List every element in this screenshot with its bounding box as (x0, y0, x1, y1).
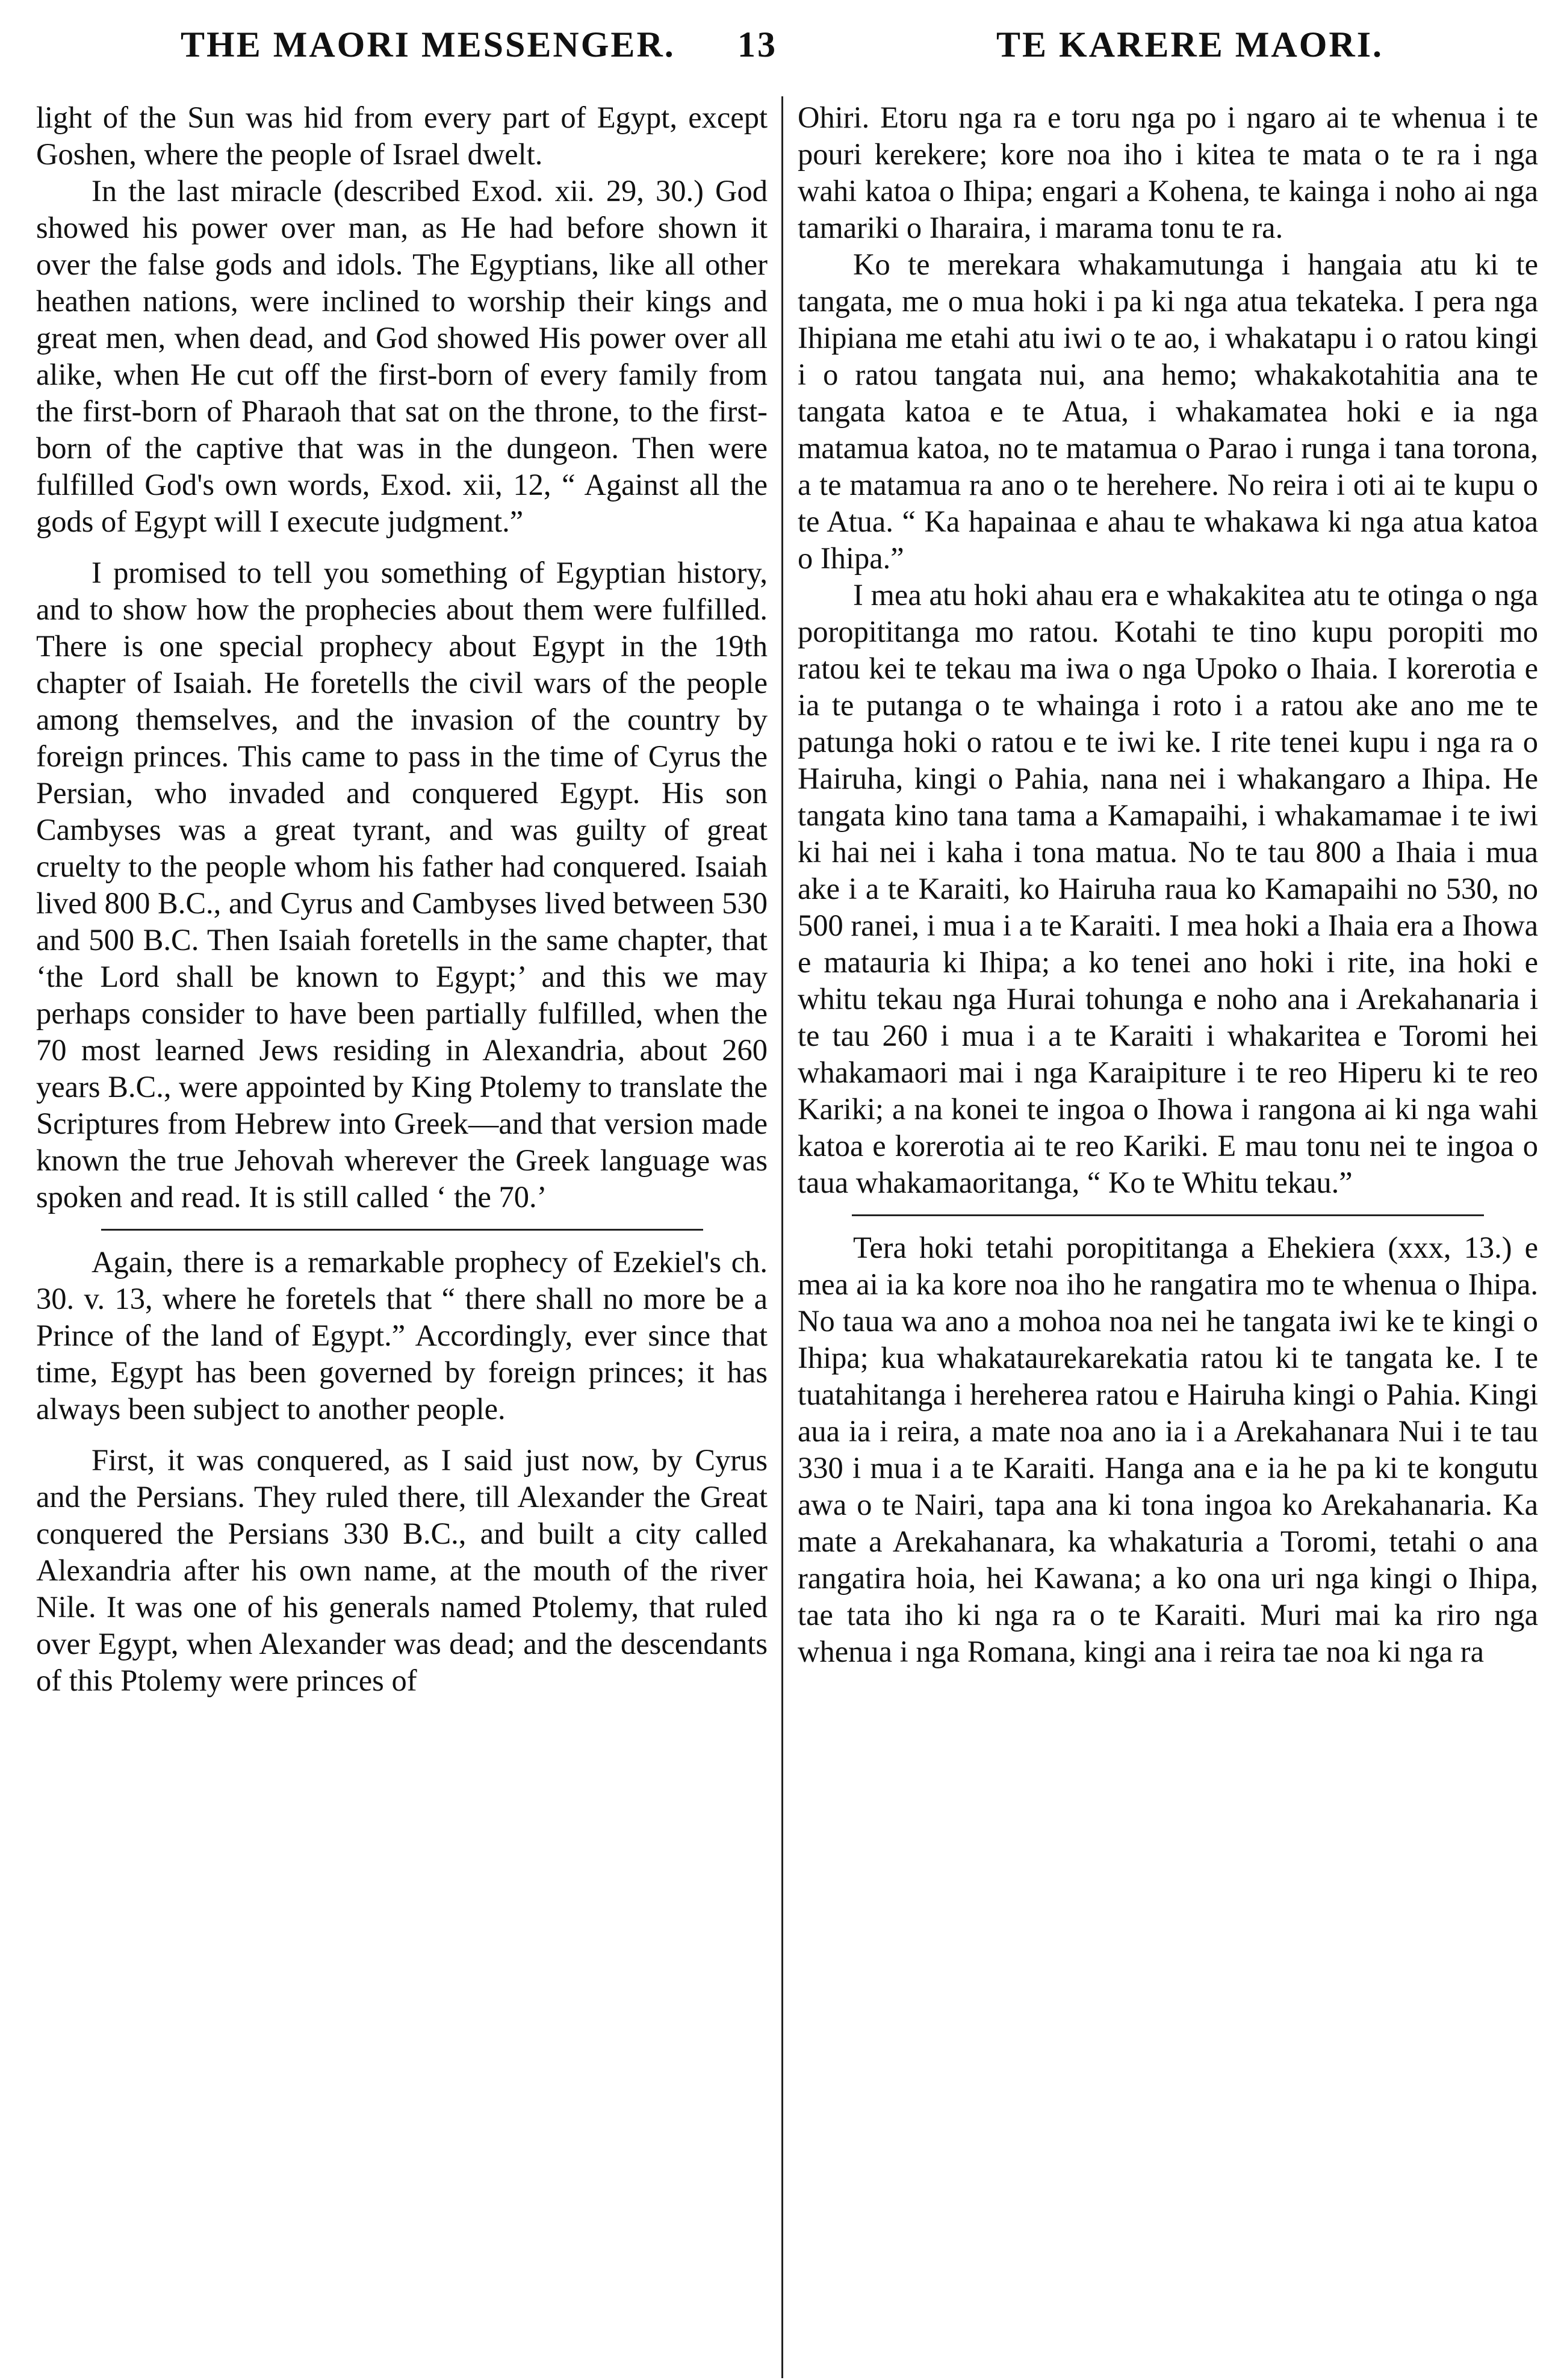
maori-paragraph-4: Tera hoki tetahi poropititanga a Ehekiera (xxx, 13.) e mea ai ia ka kore noa iho he rangatira mo te whenua o Ihipa. No taua wa ano a mohoa noa nei he tangata iwi ke te kingi o Ihipa; kua whakataurekarekatia ratou ki te tangata ke. I te tuatahitanga i hereherea ratou e Hairuha kingi o Pahia. Kingi aua ia i reira, a mate noa ano ia i a Arekahanara Nui i te tau 330 i mua i a te Karaiti. Hanga ana e ia he pa ki te kongutu awa o te Nairi, tapa ana ki tona ingoa ko Arekahanaria. Ka mate a Arekahanara, ka whakaturia a Toromi, tetahi o ana rangatira hoia, hei Kawana; a ko ona uri nga kingi o Ihipa, tae tata iho ki nga ra o te Karaiti. Muri mai ka riro nga whenua i nga Romana, kingi ana i reira tae noa ki nga ra (798, 1231, 1538, 1668)
english-paragraph-5: First, it was conquered, as I said just now, by Cyrus and the Persians. They ruled there, till Alexander the Great conquered the Persians 330 B.C., and built a city called Alexandria after his own name, at the mouth of the river Nile. It was one of his generals named Ptolemy, that ruled over Egypt, when Alexander was dead; and the descendants of this Ptolemy were princes of (36, 1443, 768, 1697)
maori-paragraph-2: Ko te merekara whakamutunga i hangaia atu ki te tangata, me o mua hoki i pa ki nga atua tekateka. I pera nga Ihipiana me etahi atu iwi o te ao, i whakatapu i o ratou kingi i o ratou tangata nui, ana hemo; whakakotahitia ana te tangata katoa e te Atua, i whakamatea hoki e ia nga matamua katoa, no te matamua o Parao i runga i tana torona, a te matamua ra ano o te herehere. No reira i oti ai te kupu o te Atua. “ Ka hapainaa e ahau te whakawa ki nga atua katoa o Ihipa.” (798, 247, 1538, 575)
header-title-maori: TE KARERE MAORI. (996, 25, 1384, 64)
english-paragraph-3: I promised to tell you something of Egyptian history, and to show how the prophecies about them were fulfilled. There is one special prophecy about Egypt in the 19th chapter of Isaiah. He foretells the civil wars of the people among themselves, and the invasion of the country by foreign princes. This came to pass in the time of Cyrus the Persian, who invaded and conquered Egypt. His son Cambyses was a great tyrant, and was guilty of great cruelty to the people whom his father had conquered. Isaiah lived 800 B.C., and Cyrus and Cambyses lived between 530 and 500 B.C. Then Isaiah foretells in the same chapter, that ‘the Lord shall be known to Egypt;’ and this we may perhaps consider to have been partially fulfilled, when the 70 most learned Jews residing in Alexandria, about 260 years B.C., were appointed by King Ptolemy to translate the Scriptures from Hebrew into Greek—and that version made known the true Jehovah wherever the Greek language was spoken and read. It is still called ‘ the 70.’ (36, 556, 768, 1214)
english-paragraph-2: In the last miracle (described Exod. xii. 29, 30.) God showed his power over man, as He had before shown it over the false gods and idols. The Egyptians, like all other heathen nations, were inclined to worship their kings and great men, when dead, and God showed His power over all alike, when He cut off the first-born of every family from the first-born of Pharaoh that sat on the throne, to the first-born of the captive that was in the dungeon. Then were fulfilled God's own words, Exod. xii, 12, “ Against all the gods of Egypt will I execute judgment.” (36, 174, 768, 538)
maori-column (798, 99, 1538, 2363)
section-divider (852, 1214, 1484, 1216)
maori-paragraph-1: Ohiri. Etoru nga ra e toru nga po i ngaro ai te whenua i te pouri kerekere; kore noa iho i kitea te mata o te ra i nga wahi katoa o Ihipa; engari a Kohena, te kainga i noho ai nga tamariki o Iharaira, i marama tonu te ra. (798, 101, 1538, 244)
section-divider (101, 1229, 703, 1231)
page-header (0, 24, 1564, 84)
column-divider (781, 96, 783, 2378)
maori-paragraph-3: I mea atu hoki ahau era e whakakitea atu te otinga o nga poropititanga mo ratou. Kotahi te tino kupu poropiti mo ratou kei te tekau ma iwa o nga Upoko o Ihaia. I korerotia e ia te putanga o te whainga i roto i a ratou ake ano me te patunga hoki o ratou e te iwi ke. I rite tenei kupu i nga ra o Hairuha, kingi o Pahia, nana nei i whakangaro a Ihipa. He tangata kino tana tama a Kamapaihi, i whakamamae i te iwi ki hai nei i kaha i tona matua. No te tau 800 a Ihaia i mua ake i a te Karaiti, ko Hairuha raua ko Kamapaihi no 530, no 500 ranei, i mua i a te Karaiti. I mea hoki a Ihaia era a Ihowa e matauria ki Ihipa; a ko tenei ano hoki i rite, ina hoki e whitu tekau nga Hurai tohunga e noho ana i Arekahanaria i te tau 260 i mua i a te Karaiti i whakaritea e Toromi hei whakamaori mai i nga Karaipiture i te reo Hiperu ki te reo Kariki; a na konei te ingoa o Ihowa i rangona ai ki nga wahi katoa e korerotia ai te reo Kariki. E mau tonu nei te ingoa o taua whakamaoritanga, “ Ko te Whitu tekau.” (798, 578, 1538, 1199)
page-number: 13 (737, 25, 777, 64)
english-column (36, 99, 768, 2363)
english-paragraph-4: Again, there is a remarkable prophecy of Ezekiel's ch. 30. v. 13, where he foretels that “ there shall no more be a Prince of the land of Egypt.” Accordingly, ever since that time, Egypt has been governed by foreign princes; it has always been subject to another people. (36, 1245, 768, 1426)
english-paragraph-1: light of the Sun was hid from every part of Egypt, except Goshen, where the people of Israel dwelt. (36, 101, 768, 171)
header-title-english: THE MAORI MESSENGER. (181, 25, 675, 64)
